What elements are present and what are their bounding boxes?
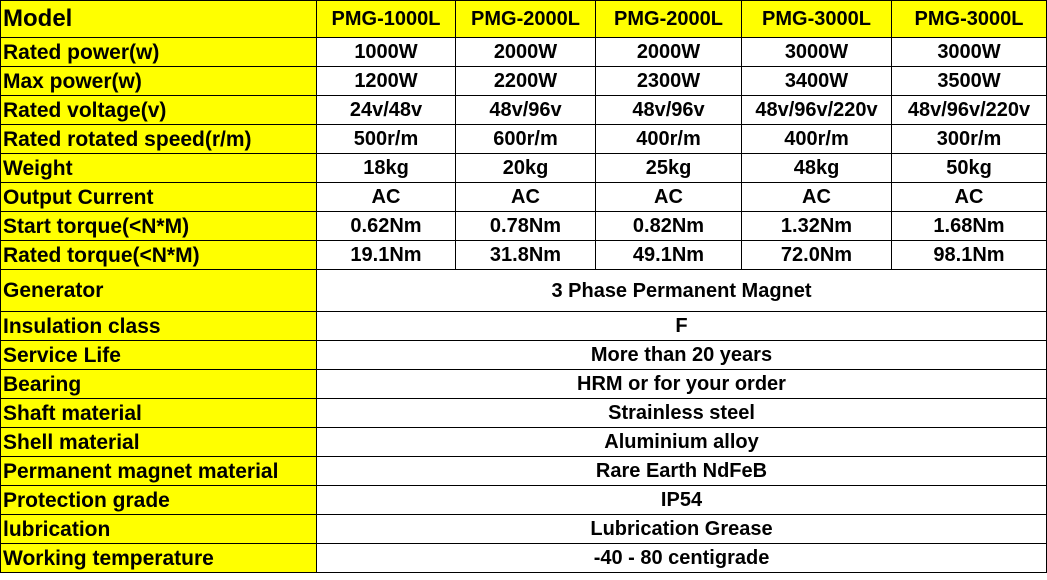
- table-cell: 48v/96v: [456, 96, 596, 125]
- merged-row: [1, 486, 1047, 515]
- row-label: Bearing: [1, 370, 317, 399]
- table-cell: 500r/m: [317, 125, 456, 154]
- table-cell: AC: [456, 183, 596, 212]
- table-cell: AC: [742, 183, 892, 212]
- row-label: Service Life: [1, 341, 317, 370]
- row-label: Rated voltage(v): [1, 96, 317, 125]
- table-cell: 2000W: [456, 38, 596, 67]
- table-row: [1, 212, 1047, 241]
- table-cell: 1200W: [317, 67, 456, 96]
- table-row: [1, 67, 1047, 96]
- merged-cell: Lubrication Grease: [317, 515, 1047, 544]
- merged-row: [1, 341, 1047, 370]
- table-cell: 3000W: [892, 38, 1047, 67]
- merged-cell: Aluminium alloy: [317, 428, 1047, 457]
- merged-row: [1, 312, 1047, 341]
- table-row: [1, 125, 1047, 154]
- table-cell: AC: [317, 183, 456, 212]
- table-cell: 48v/96v/220v: [892, 96, 1047, 125]
- table-cell: 0.62Nm: [317, 212, 456, 241]
- table-cell: 400r/m: [596, 125, 742, 154]
- header-row: [1, 1, 1047, 38]
- table-row: [1, 183, 1047, 212]
- table-cell: AC: [596, 183, 742, 212]
- merged-cell: Rare Earth NdFeB: [317, 457, 1047, 486]
- row-label: Rated power(w): [1, 38, 317, 67]
- table-cell: 400r/m: [742, 125, 892, 154]
- merged-cell: -40 - 80 centigrade: [317, 544, 1047, 573]
- row-label: Insulation class: [1, 312, 317, 341]
- merged-row: [1, 428, 1047, 457]
- model-name: PMG-2000L: [456, 1, 596, 38]
- model-header-label: Model: [1, 1, 317, 38]
- row-label: Rated torque(<N*M): [1, 241, 317, 270]
- merged-row: [1, 270, 1047, 312]
- row-label: Start torque(<N*M): [1, 212, 317, 241]
- merged-cell: IP54: [317, 486, 1047, 515]
- table-cell: 3500W: [892, 67, 1047, 96]
- model-name: PMG-2000L: [596, 1, 742, 38]
- table-cell: 2200W: [456, 67, 596, 96]
- table-cell: 98.1Nm: [892, 241, 1047, 270]
- merged-row: [1, 544, 1047, 573]
- table-cell: 1.32Nm: [742, 212, 892, 241]
- row-label: Shell material: [1, 428, 317, 457]
- table-cell: 3000W: [742, 38, 892, 67]
- table-cell: 3400W: [742, 67, 892, 96]
- table-cell: AC: [892, 183, 1047, 212]
- merged-row: [1, 399, 1047, 428]
- row-label: Protection grade: [1, 486, 317, 515]
- row-label: Weight: [1, 154, 317, 183]
- table-cell: 600r/m: [456, 125, 596, 154]
- model-name: PMG-3000L: [742, 1, 892, 38]
- table-cell: 18kg: [317, 154, 456, 183]
- table-cell: 1000W: [317, 38, 456, 67]
- table-cell: 50kg: [892, 154, 1047, 183]
- table-cell: 2300W: [596, 67, 742, 96]
- row-label: Max power(w): [1, 67, 317, 96]
- row-label: Rated rotated speed(r/m): [1, 125, 317, 154]
- merged-cell: 3 Phase Permanent Magnet: [317, 270, 1047, 312]
- table-row: [1, 154, 1047, 183]
- merged-cell: More than 20 years: [317, 341, 1047, 370]
- model-name: PMG-3000L: [892, 1, 1047, 38]
- table-cell: 48v/96v/220v: [742, 96, 892, 125]
- merged-row: [1, 370, 1047, 399]
- table-cell: 31.8Nm: [456, 241, 596, 270]
- row-label: Output Current: [1, 183, 317, 212]
- table-cell: 1.68Nm: [892, 212, 1047, 241]
- row-label: Working temperature: [1, 544, 317, 573]
- row-label: Permanent magnet material: [1, 457, 317, 486]
- row-label: lubrication: [1, 515, 317, 544]
- table-cell: 72.0Nm: [742, 241, 892, 270]
- merged-cell: F: [317, 312, 1047, 341]
- table-cell: 0.78Nm: [456, 212, 596, 241]
- table-cell: 49.1Nm: [596, 241, 742, 270]
- table-cell: 24v/48v: [317, 96, 456, 125]
- table-row: [1, 241, 1047, 270]
- row-label: Shaft material: [1, 399, 317, 428]
- merged-row: [1, 515, 1047, 544]
- table-cell: 20kg: [456, 154, 596, 183]
- table-cell: 48kg: [742, 154, 892, 183]
- row-label: Generator: [1, 270, 317, 312]
- table-cell: 0.82Nm: [596, 212, 742, 241]
- table-cell: 19.1Nm: [317, 241, 456, 270]
- merged-cell: HRM or for your order: [317, 370, 1047, 399]
- table-cell: 300r/m: [892, 125, 1047, 154]
- merged-cell: Strainless steel: [317, 399, 1047, 428]
- table-cell: 2000W: [596, 38, 742, 67]
- merged-row: [1, 457, 1047, 486]
- table-row: [1, 96, 1047, 125]
- model-name: PMG-1000L: [317, 1, 456, 38]
- table-cell: 48v/96v: [596, 96, 742, 125]
- table-row: [1, 38, 1047, 67]
- table-cell: 25kg: [596, 154, 742, 183]
